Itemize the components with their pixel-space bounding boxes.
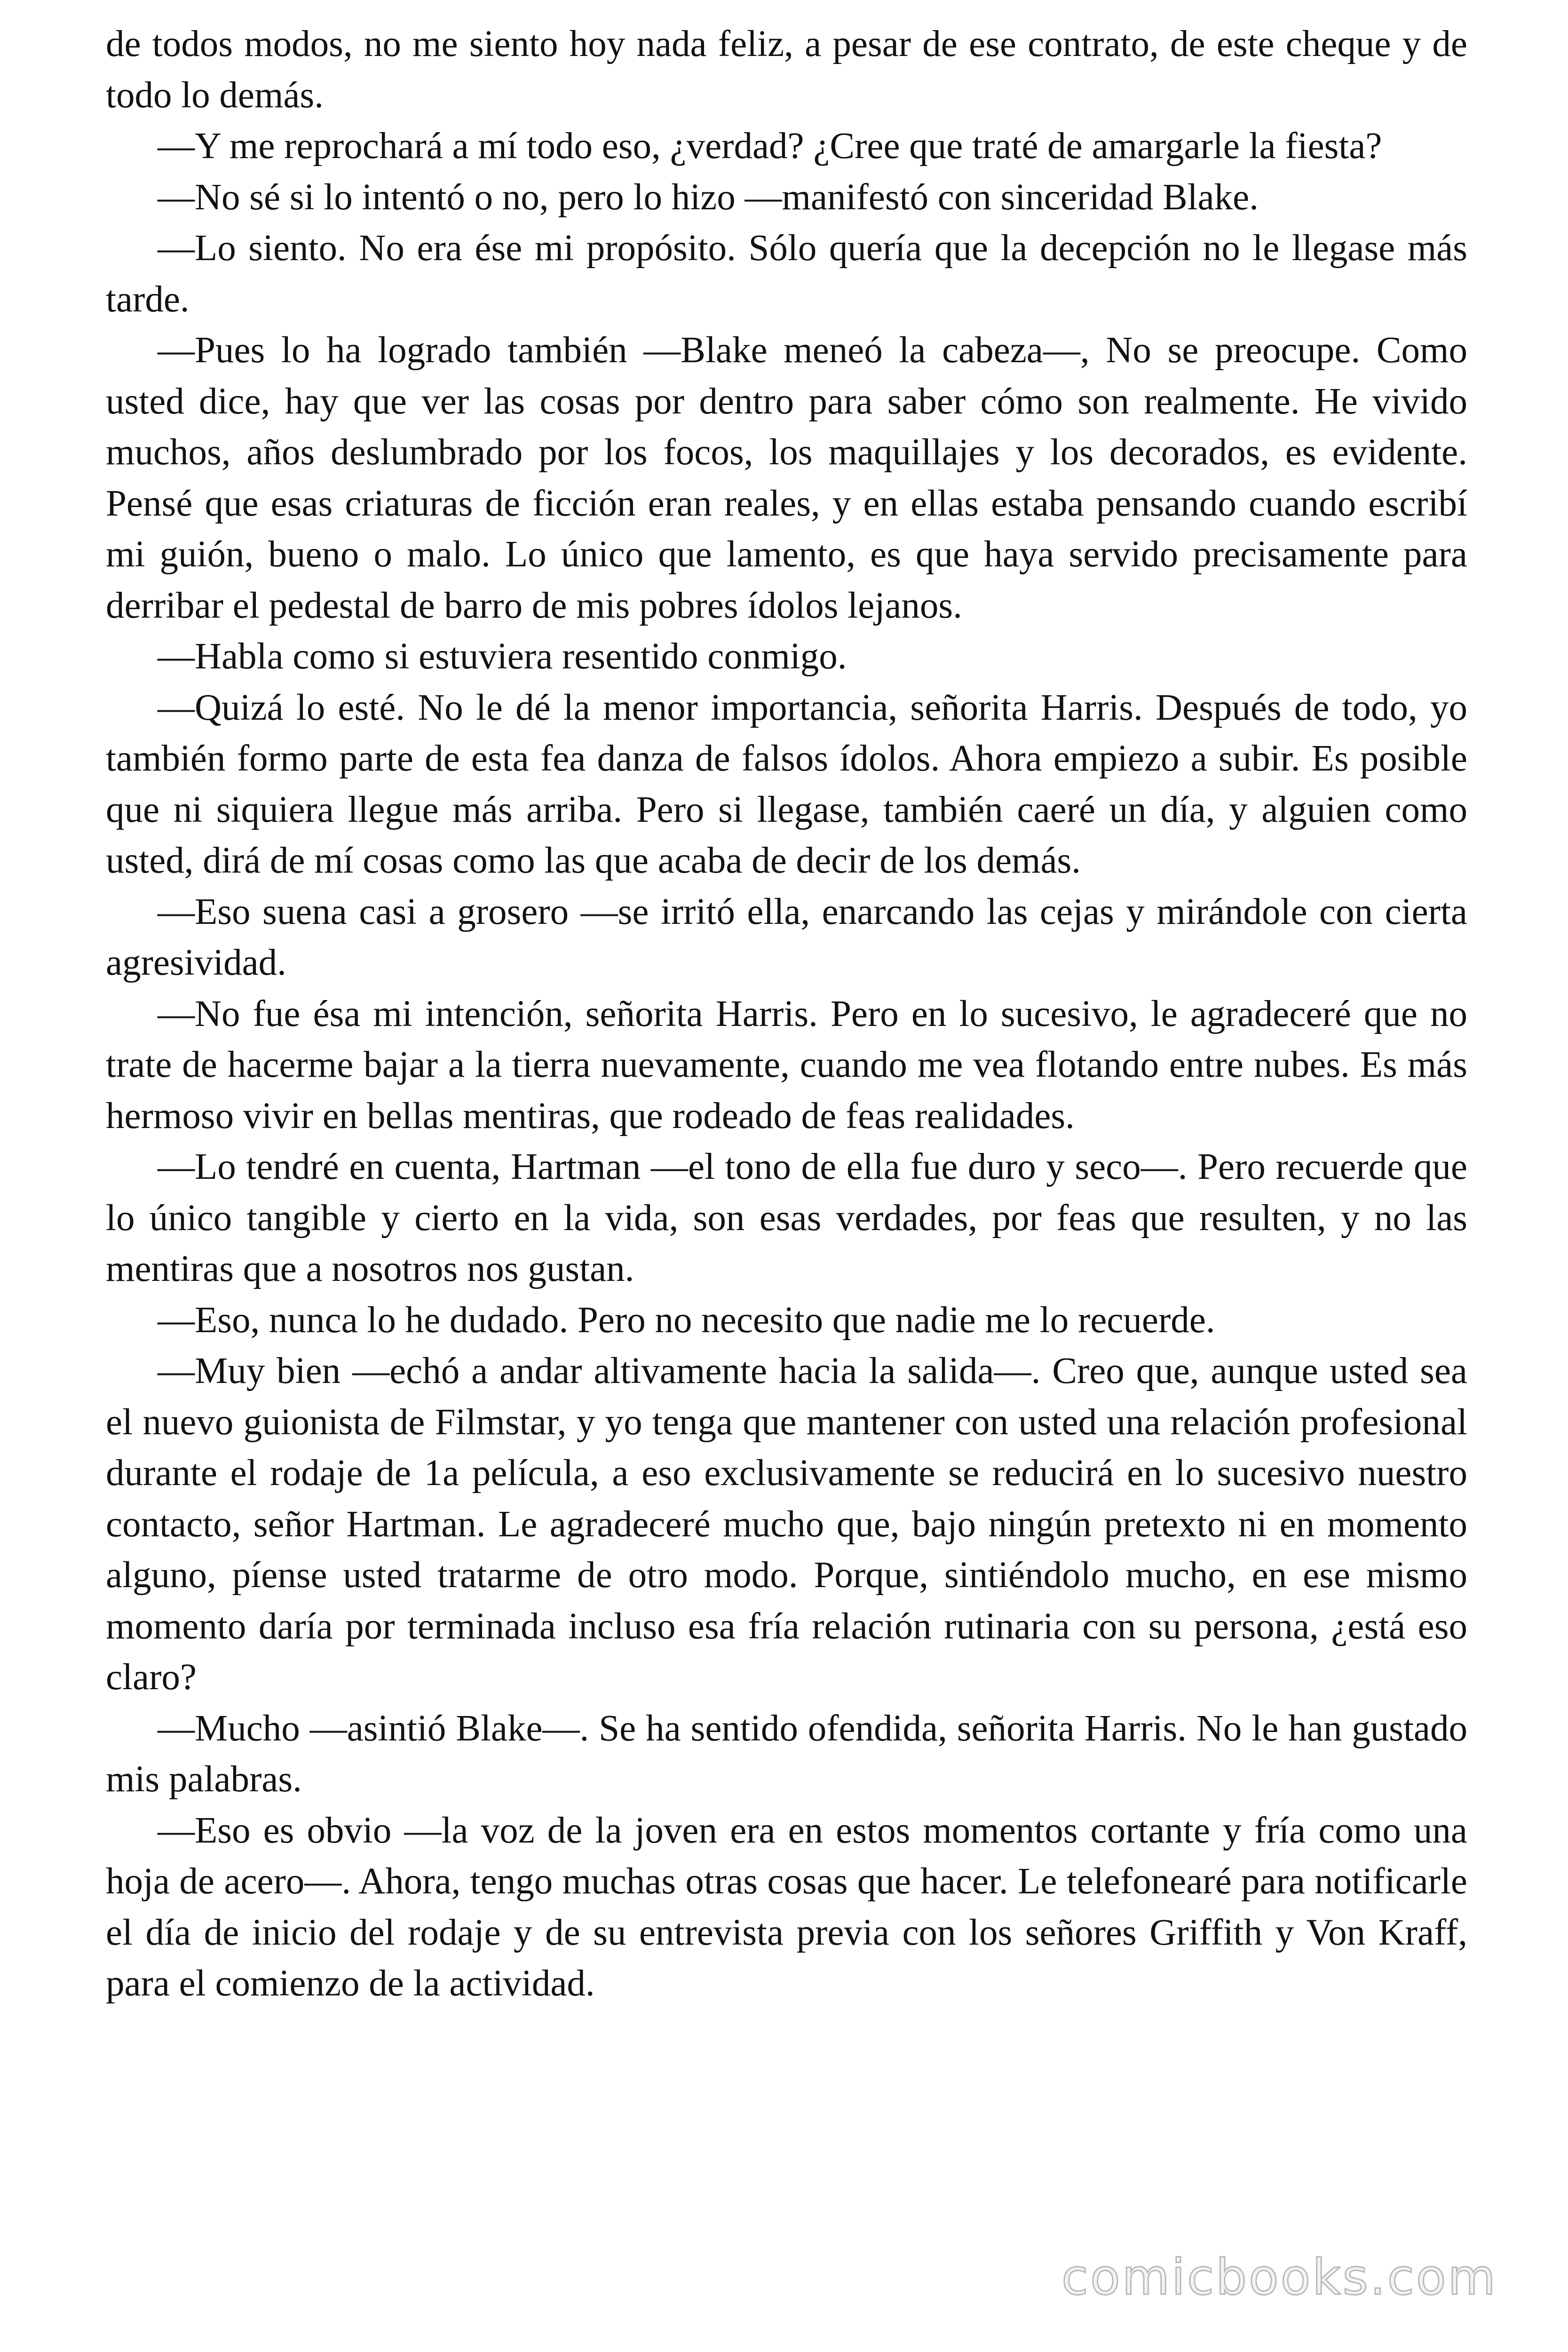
paragraph: —Habla como si estuviera resentido conmigo. xyxy=(158,636,847,677)
paragraph: —Eso es obvio —la voz de la joven era en estos momentos cortante y fría como una hoja de acero—. Ahora, tengo muchas otras cosas que hacer. Le telefonearé para notificarle el día de inicio del rodaje y de su entrevista previa con los señores Griffith y Von Kraff, para el comienzo de la actividad. xyxy=(106,1810,1467,2004)
paragraph: —Eso, nunca lo he dudado. Pero no necesito que nadie me lo recuerde. xyxy=(158,1299,1215,1341)
paragraph: —Muy bien —echó a andar altivamente hacia la salida—. Creo que, aunque usted sea el nuevo guionista de Filmstar, y yo tenga que mantener con usted una relación profesional durante el rodaje de 1a película, a eso exclusivamente se reducirá en lo sucesivo nuestro contacto, señor Hartman. Le agradeceré mucho que, bajo ningún pretexto ni en momento alguno, píense usted tratarme de otro modo. Porque, sintiéndolo mucho, en ese mismo momento daría por terminada incluso esa fría relación rutinaria con su persona, ¿está eso claro? xyxy=(106,1351,1467,1698)
paragraph: —Mucho —asintió Blake—. Se ha sentido ofendida, señorita Harris. No le han gustado mis palabras. xyxy=(106,1708,1467,1800)
document-body xyxy=(106,19,1467,2010)
paragraph: de todos modos, no me siento hoy nada feliz, a pesar de ese contrato, de este cheque y de todo lo demás. xyxy=(106,24,1467,116)
paragraph: —No sé si lo intentó o no, pero lo hizo —manifestó con sinceridad Blake. xyxy=(158,176,1259,218)
paragraph: —No fue ésa mi intención, señorita Harris. Pero en lo sucesivo, le agradeceré que no trate de hacerme bajar a la tierra nuevamente, cuando me vea flotando entre nubes. Es más hermoso vivir en bellas mentiras, que rodeado de feas realidades. xyxy=(106,993,1467,1136)
paragraph: —Pues lo ha logrado también —Blake meneó la cabeza—, No se preocupe. Como usted dice, hay que ver las cosas por dentro para saber cómo son realmente. He vivido muchos, años deslumbrado por los focos, los maquillajes y los decorados, es evidente. Pensé que esas criaturas de ficción eran reales, y en ellas estaba pensando cuando escribí mi guión, bueno o malo. Lo único que lamento, es que haya servido precisamente para derribar el pedestal de barro de mis pobres ídolos lejanos. xyxy=(106,330,1467,626)
paragraph: —Y me reprochará a mí todo eso, ¿verdad? ¿Cree que traté de amargarle la fiesta? xyxy=(158,126,1382,167)
paragraph: —Lo siento. No era ése mi propósito. Sólo quería que la decepción no le llegase más tarde. xyxy=(106,228,1467,320)
paragraph: —Lo tendré en cuenta, Hartman —el tono de ella fue duro y seco—. Pero recuerde que lo único tangible y cierto en la vida, son esas verdades, por feas que resulten, y no las mentiras que a nosotros nos gustan. xyxy=(106,1146,1467,1289)
watermark: comicbooks.com xyxy=(1061,2249,1497,2306)
paragraph: —Quizá lo esté. No le dé la menor importancia, señorita Harris. Después de todo, yo también formo parte de esta fea danza de falsos ídolos. Ahora empiezo a subir. Es posible que ni siquiera llegue más arriba. Pero si llegase, también caeré un día, y alguien como usted, dirá de mí cosas como las que acaba de decir de los demás. xyxy=(106,687,1467,881)
paragraph: —Eso suena casi a grosero —se irritó ella, enarcando las cejas y mirándole con cierta agresividad. xyxy=(106,891,1467,983)
